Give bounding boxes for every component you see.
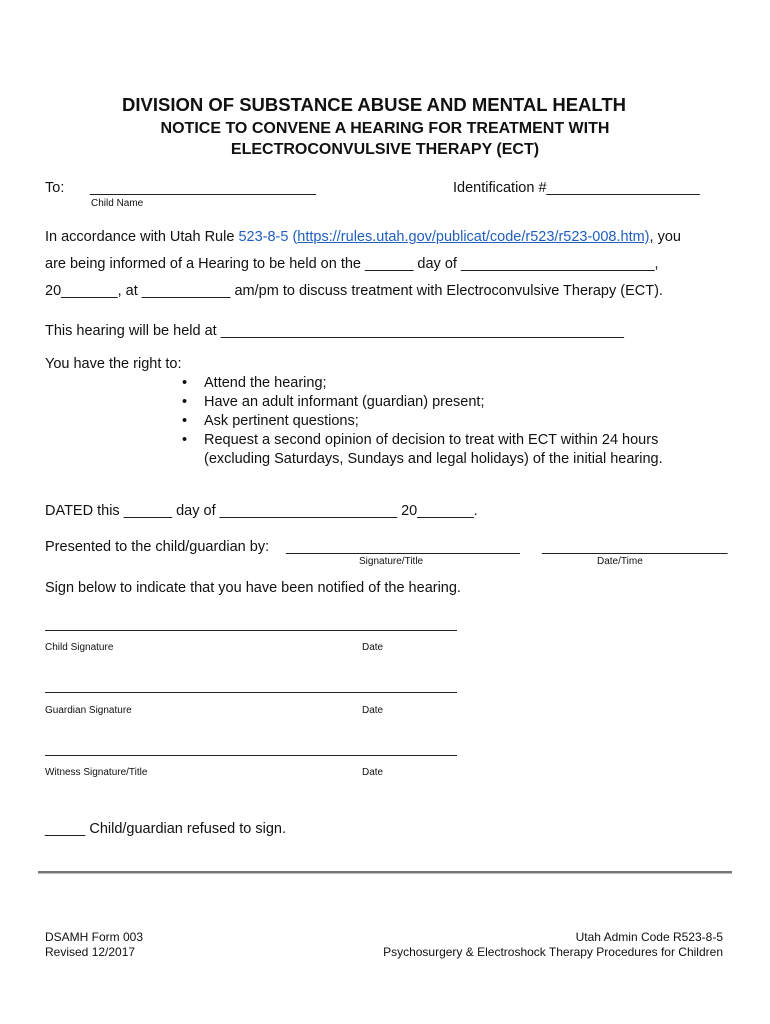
rights-item-1: • Attend the hearing;: [182, 375, 327, 391]
rights-item-4: • Request a second opinion of decision to treat with ECT within 24 hours: [182, 432, 659, 448]
child-signature-line[interactable]: [45, 630, 457, 631]
bullet-icon: •: [182, 394, 188, 410]
bullet-icon: •: [182, 432, 188, 448]
witness-signature-line[interactable]: [45, 755, 457, 756]
footer-admin-code: Utah Admin Code R523-8-5: [575, 930, 723, 944]
paragraph-line-1: [45, 229, 681, 245]
rights-item-2: • Have an adult informant (guardian) present;: [182, 394, 485, 410]
form-subtitle-line1: NOTICE TO CONVENE A HEARING FOR TREATMENT WITH: [160, 120, 610, 137]
footer-divider: [38, 871, 732, 874]
paragraph-line-2: are being informed of a Hearing to be held on the ______ day of ________________________,: [45, 256, 659, 272]
hearing-location-field[interactable]: This hearing will be held at __________________________________________________: [45, 323, 624, 339]
child-name-caption: Child Name: [91, 198, 144, 209]
bullet-icon: •: [182, 413, 188, 429]
rights-item-3: • Ask pertinent questions;: [182, 413, 359, 429]
identification-field[interactable]: Identification #___________________: [453, 180, 700, 196]
presented-date-field[interactable]: _______________________: [542, 539, 728, 555]
guardian-signature-line[interactable]: [45, 692, 457, 693]
refused-to-sign-field[interactable]: _____ Child/guardian refused to sign.: [45, 821, 287, 837]
witness-signature-label: Witness Signature/Title: [45, 767, 148, 778]
presenter-signature-caption: Signature/Title: [359, 556, 424, 567]
child-signature-date-label: Date: [362, 642, 384, 653]
guardian-signature-label: Guardian Signature: [45, 705, 132, 716]
paragraph-intro: In accordance with Utah Rule: [45, 229, 239, 245]
footer-revised: Revised 12/2017: [45, 945, 136, 959]
presented-date-caption: Date/Time: [597, 556, 643, 567]
form-subtitle-line2: ELECTROCONVULSIVE THERAPY (ECT): [230, 141, 540, 158]
form-title: DIVISION OF SUBSTANCE ABUSE AND MENTAL HEALTH: [122, 94, 626, 115]
sign-instruction: Sign below to indicate that you have been notified of the hearing.: [45, 580, 461, 596]
link-open-paren: (: [288, 229, 298, 245]
footer-form-id: DSAMH Form 003: [45, 930, 144, 944]
to-label: To:: [45, 180, 65, 196]
rights-item-4-continued: (excluding Saturdays, Sundays and legal holidays) of the initial hearing.: [204, 451, 663, 467]
guardian-signature-date-label: Date: [362, 705, 384, 716]
child-signature-label: Child Signature: [45, 642, 114, 653]
witness-signature-date-label: Date: [362, 767, 384, 778]
footer-procedures: Psychosurgery & Electroshock Therapy Procedures for Children: [383, 945, 723, 959]
bullet-icon: •: [182, 375, 188, 391]
rule-number: 523-8-5: [238, 229, 289, 245]
rights-intro: You have the right to:: [45, 356, 182, 372]
presenter-signature-field[interactable]: _____________________________: [286, 539, 520, 555]
dated-field[interactable]: DATED this ______ day of ______________________ 20_______.: [45, 503, 478, 519]
paragraph-line-3: 20_______, at ___________ am/pm to discuss treatment with Electroconvulsive Therapy (ECT).: [45, 283, 663, 299]
rules-link[interactable]: https://rules.utah.gov/publicat/code/r523/r523-008.htm): [297, 229, 650, 245]
paragraph-intro-end: , you: [649, 229, 681, 245]
presented-label: Presented to the child/guardian by:: [45, 539, 270, 555]
child-name-field[interactable]: ____________________________: [90, 180, 316, 196]
